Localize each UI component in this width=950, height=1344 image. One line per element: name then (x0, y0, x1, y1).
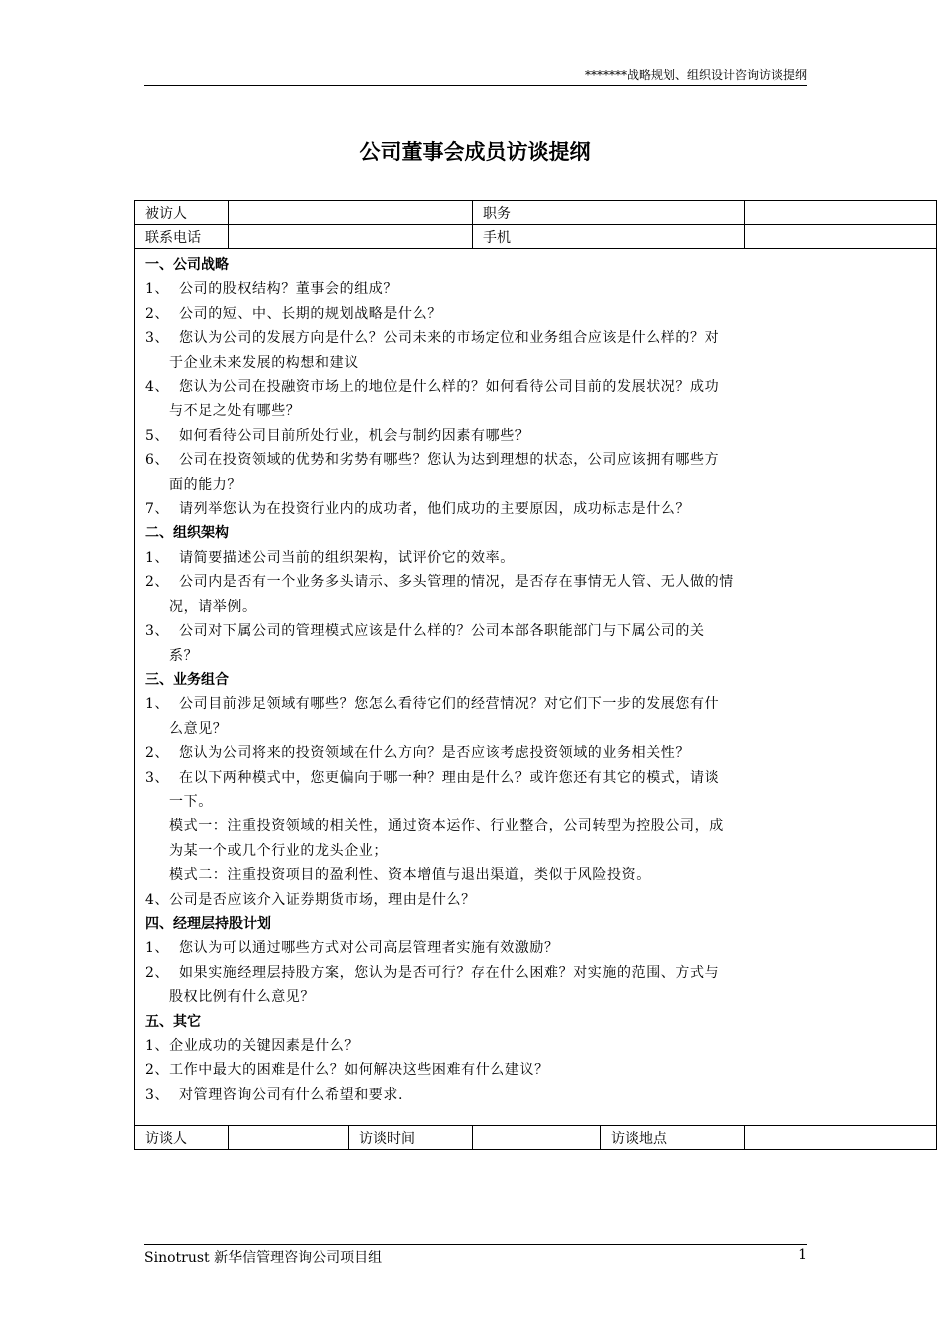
position-field[interactable] (745, 201, 937, 225)
page-title: 公司董事会成员访谈提纲 (359, 140, 591, 164)
question-item (145, 302, 926, 326)
question-number: 1、 (145, 696, 170, 713)
phone-row (135, 225, 937, 249)
question-text: 企业成功的关键因素是什么？ (169, 1038, 359, 1054)
question-text: 为某一个或几个行业的龙头企业； (169, 842, 388, 859)
section-heading: 三、业务组合 (145, 671, 229, 688)
question-item (145, 936, 926, 960)
question-item-continued (145, 839, 926, 863)
question-item (145, 1058, 926, 1082)
question-item (145, 448, 926, 472)
question-item (145, 570, 926, 594)
footer-org: Sinotrust 新华信管理咨询公司项目组 (144, 1250, 383, 1266)
question-number: 2、 (145, 1062, 170, 1079)
question-number: 1、 (145, 940, 170, 957)
position-label: 职务 (473, 201, 745, 225)
question-item-continued (145, 644, 926, 668)
question-number: 3、 (145, 1086, 170, 1103)
question-text: 模式一：注重投资领域的相关性，通过资本运作、行业整合，公司转型为控股公司，成 (169, 818, 724, 835)
mobile-field[interactable] (745, 225, 937, 249)
question-number: 2、 (145, 745, 170, 762)
question-text: 您认为公司在投融资市场上的地位是什么样的？如何看待公司目前的发展状况？成功 (179, 379, 720, 396)
question-text: 公司是否应该介入证券期货市场，理由是什么？ (169, 891, 476, 908)
question-text: 公司目前涉足领域有哪些？您怎么看待它们的经营情况？对它们下一步的发展您有什 (179, 696, 720, 713)
question-number: 2、 (145, 964, 170, 981)
section-heading: 四、经理层持股计划 (145, 915, 271, 932)
question-number: 3、 (145, 769, 170, 786)
question-item (145, 961, 926, 985)
question-item-continued (145, 717, 926, 741)
question-text: 模式二：注重投资项目的盈利性、资本增值与退出渠道，类似于风险投资。 (169, 867, 651, 884)
question-number: 3、 (145, 330, 170, 347)
question-text: 公司内是否有一个业务多头请示、多头管理的情况，是否存在事情无人管、无人做的情 (179, 574, 734, 591)
interview-place-label: 访谈地点 (601, 1126, 745, 1150)
question-number: 3、 (145, 623, 170, 640)
question-text: 股权比例有什么意见？ (169, 989, 315, 1006)
questions-row (135, 249, 937, 1126)
section-heading: 二、组织架构 (145, 525, 229, 542)
question-item (145, 375, 926, 399)
question-item-continued (145, 790, 926, 814)
header-rule (144, 85, 807, 86)
question-text: 么意见？ (169, 720, 228, 737)
footer-rule (144, 1244, 807, 1245)
phone-field[interactable] (229, 225, 473, 249)
interviewer-field[interactable] (229, 1126, 349, 1150)
question-text: 系？ (169, 647, 199, 664)
question-text: 公司对下属公司的管理模式应该是什么样的？公司本部各职能部门与下属公司的关 (179, 623, 705, 640)
question-item (145, 741, 926, 765)
question-item (145, 326, 926, 350)
question-item (145, 1083, 926, 1107)
question-item (145, 497, 926, 521)
question-text: 如果实施经理层持股方案，您认为是否可行？存在什么困难？对实施的范围、方式与 (179, 964, 720, 981)
phone-label: 联系电话 (135, 225, 229, 249)
interviewer-label: 访谈人 (135, 1126, 229, 1150)
question-text: 您认为公司将来的投资领域在什么方向？是否应该考虑投资领域的业务相关性？ (179, 745, 690, 762)
question-text: 公司在投资领域的优势和劣势有哪些？您认为达到理想的状态，公司应该拥有哪些方 (179, 452, 720, 469)
question-item (145, 766, 926, 790)
interviewee-field[interactable] (229, 201, 473, 225)
question-text: 况，请举例。 (169, 598, 257, 615)
interviewee-row (135, 201, 937, 225)
question-item-continued (145, 985, 926, 1009)
question-text: 工作中最大的困难是什么？如何解决这些困难有什么建议？ (169, 1062, 549, 1079)
question-text: 公司的股权结构？董事会的组成？ (179, 281, 398, 298)
question-text: 在以下两种模式中，您更偏向于哪一种？理由是什么？或许您还有其它的模式，请谈 (179, 769, 720, 786)
question-text: 您认为可以通过哪些方式对公司高层管理者实施有效激励？ (179, 940, 559, 957)
question-item (145, 546, 926, 570)
question-number: 2、 (145, 574, 170, 591)
question-item (145, 619, 926, 643)
question-text: 对管理咨询公司有什么希望和要求. (179, 1086, 404, 1103)
page-footer (144, 1247, 807, 1267)
question-item-continued (145, 814, 926, 838)
question-number: 1、 (145, 549, 170, 566)
question-text: 于企业未来发展的构想和建议 (169, 354, 359, 371)
question-text: 与不足之处有哪些？ (169, 403, 301, 420)
question-text: 一下。 (169, 793, 213, 810)
question-number: 1、 (145, 281, 170, 298)
interview-table (134, 200, 937, 1150)
interview-place-field[interactable] (745, 1126, 937, 1150)
question-number: 1、 (145, 1038, 170, 1054)
question-item (145, 424, 926, 448)
question-item (145, 1034, 926, 1058)
question-text: 请简要描述公司当前的组织架构，试评价它的效率。 (179, 549, 515, 566)
question-item-continued (145, 473, 926, 497)
interviewee-label: 被访人 (135, 201, 229, 225)
page-number: 1 (798, 1247, 807, 1263)
question-item (145, 277, 926, 301)
question-text: 请列举您认为在投资行业内的成功者，他们成功的主要原因，成功标志是什么？ (179, 501, 690, 518)
question-item-continued (145, 399, 926, 423)
question-text: 您认为公司的发展方向是什么？公司未来的市场定位和业务组合应该是什么样的？对 (179, 330, 720, 347)
interview-time-field[interactable] (473, 1126, 601, 1150)
question-number: 5、 (145, 427, 170, 444)
question-item (145, 692, 926, 716)
question-item-continued (145, 863, 926, 887)
mobile-label: 手机 (473, 225, 745, 249)
interview-time-label: 访谈时间 (349, 1126, 473, 1150)
question-number: 4、 (145, 379, 170, 396)
section-heading: 一、公司战略 (145, 257, 229, 273)
page-header-text: *******战略规划、组织设计咨询访谈提纲 (584, 68, 807, 82)
question-text: 面的能力？ (169, 476, 242, 493)
question-number: 6、 (145, 452, 170, 469)
questions-body (135, 249, 937, 1126)
question-number: 2、 (145, 305, 170, 322)
question-text: 如何看待公司目前所处行业，机会与制约因素有哪些？ (179, 427, 530, 444)
question-number: 7、 (145, 501, 170, 518)
question-item (145, 888, 926, 912)
question-text: 公司的短、中、长期的规划战略是什么？ (179, 305, 442, 322)
section-heading: 五、其它 (145, 1013, 201, 1030)
interview-meta-row (135, 1126, 937, 1150)
question-number: 4、 (145, 891, 170, 908)
question-item-continued (145, 351, 926, 375)
question-item-continued (145, 595, 926, 619)
